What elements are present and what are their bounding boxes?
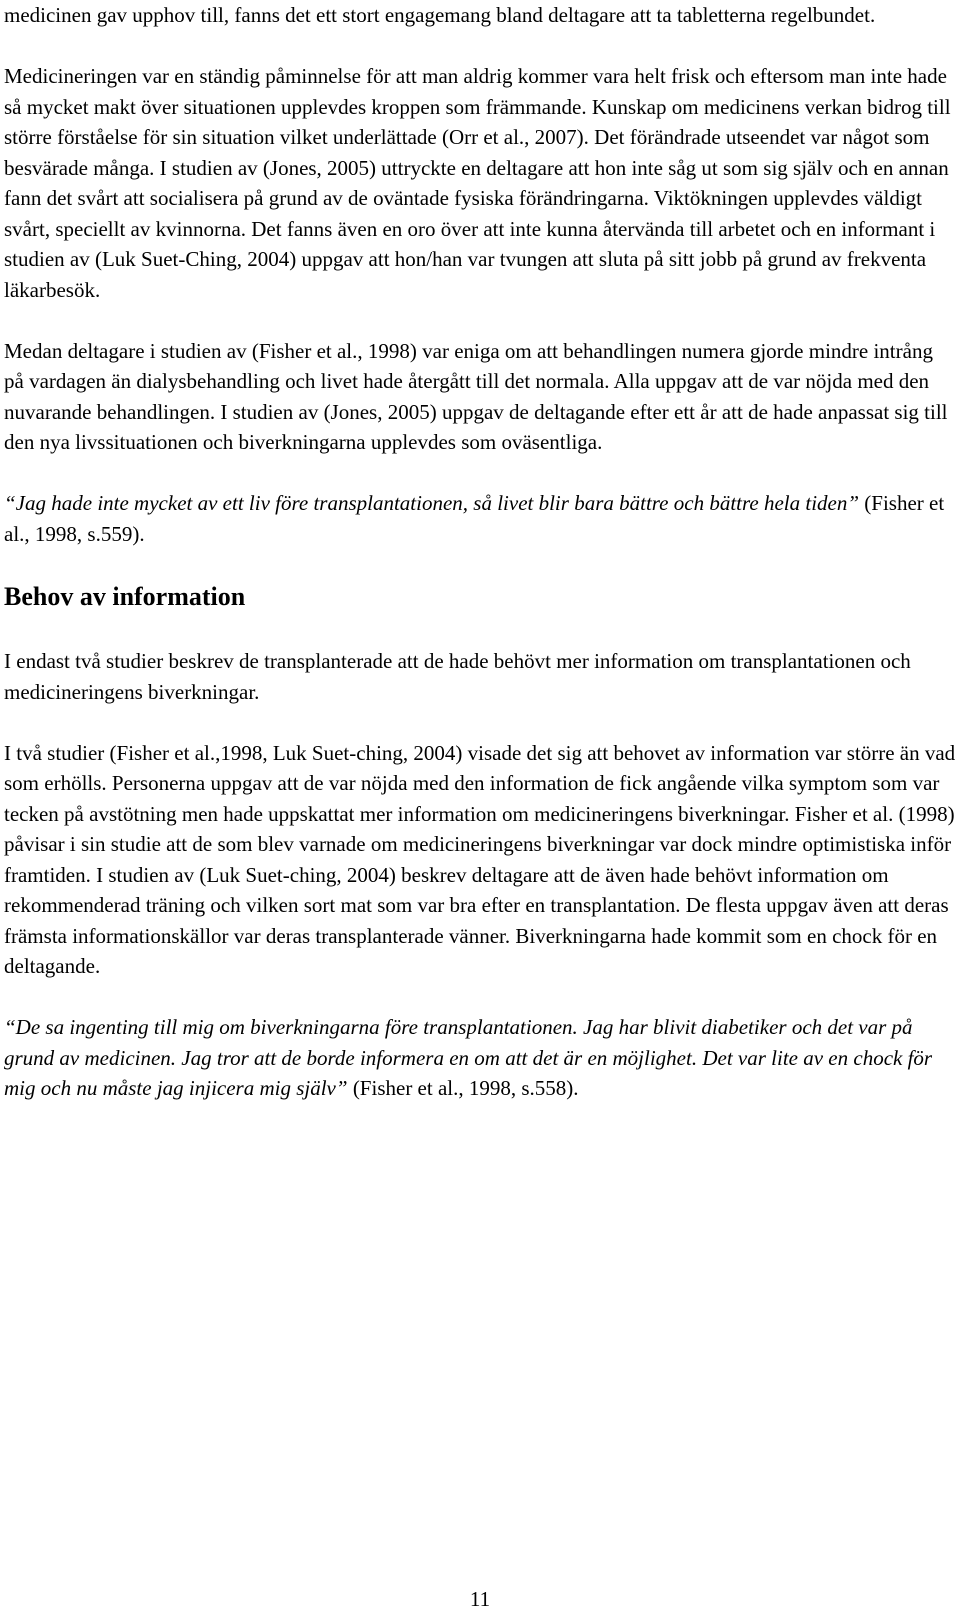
paragraph-treatment-adaptation: Medan deltagare i studien av (Fisher et al., 1998) var eniga om att behandlingen numera gjorde mindre intrång på vardagen än dialysbehandling och livet hade återgått till det normala. Alla uppgav att de var nöjda med den nuvarande behandlingen. I studien av (Jones, 2005) uppgav de deltagande efter ett år att de hade anpassat sig till den nya livssituationen och biverkningarna upplevdes som oväsentliga. [4,338,948,454]
paragraph-information-need-details: I två studier (Fisher et al.,1998, Luk Suet-ching, 2004) visade det sig att behovet av information var större än vad som erhölls. Personerna uppgav att de var nöjda med den information de fick angående vilka symptom som var tecken på avstötning men hade uppskattat mer information om medicineringens biverkningar. Fisher et al. (1998) påvisar i sin studie att de som blev varnade om medicineringens biverkningar var dock mindre optimistiska inför framtiden. I studien av (Luk Suet-ching, 2004) beskrev deltagare att de även hade behövt information om rekommenderad träning och vilken sort mat som var bra efter en transplantation. De flesta uppgav även att deras främsta informationskällor var deras transplanterade vänner. Biverkningarna hade kommit som en chock för en deltagande. [4,740,956,978]
quote-citation: (Fisher et al., 1998, s.558). [347,1076,579,1100]
quote-text: “De sa ingenting till mig om biverkningarna före transplantationen. Jag har blivit diabetiker och det var på grund av medicinen. Jag tror att de borde informera en om att det är en möjlighet. Det var lite av en chock för mig och nu måste jag injicera mig själv” [4,1015,933,1100]
quote-citation: (Fisher et al., 1998, s.559). [4,491,945,546]
paragraph-continuation: medicinen gav upphov till, fanns det ett stort engagemang bland deltagare att ta tabletterna regelbundet. [4,3,876,27]
paragraph-medication-experience: Medicineringen var en ständig påminnelse för att man aldrig kommer vara helt frisk och eftersom man inte hade så mycket makt över situationen upplevdes kroppen som främmande. Kunskap om medicinens verkan bidrog till större förståelse för sin situation vilket underlättade (Orr et al., 2007). Det förändrade utseendet var något som besvärade många. I studien av (Jones, 2005) uttryckte en deltagare att hon inte såg ut som sig själv och en annan fann det svårt att socialisera på grund av de oväntade fysiska förändringarna. Viktökningen upplevdes väldigt svårt, speciellt av kvinnorna. Det fanns även en oro över att inte kunna återvända till arbetet och en informant i studien av (Luk Suet-Ching, 2004) uppgav att hon/han var tvungen att sluta på sitt jobb på grund av frekventa läkarbesök. [4,64,951,302]
document-page [4,0,956,1104]
quote-text: “Jag hade inte mycket av ett liv före transplantationen, så livet blir bara bättre och bättre hela tiden” [4,491,860,515]
paragraph-information-need-intro: I endast två studier beskrev de transplanterade att de hade behövt mer information om transplantationen och medicineringens biverkningar. [4,649,911,704]
quote-block-2 [4,1012,956,1104]
page-number: 11 [469,1587,491,1611]
section-heading: Behov av information [4,582,246,611]
quote-block-1 [4,488,956,549]
